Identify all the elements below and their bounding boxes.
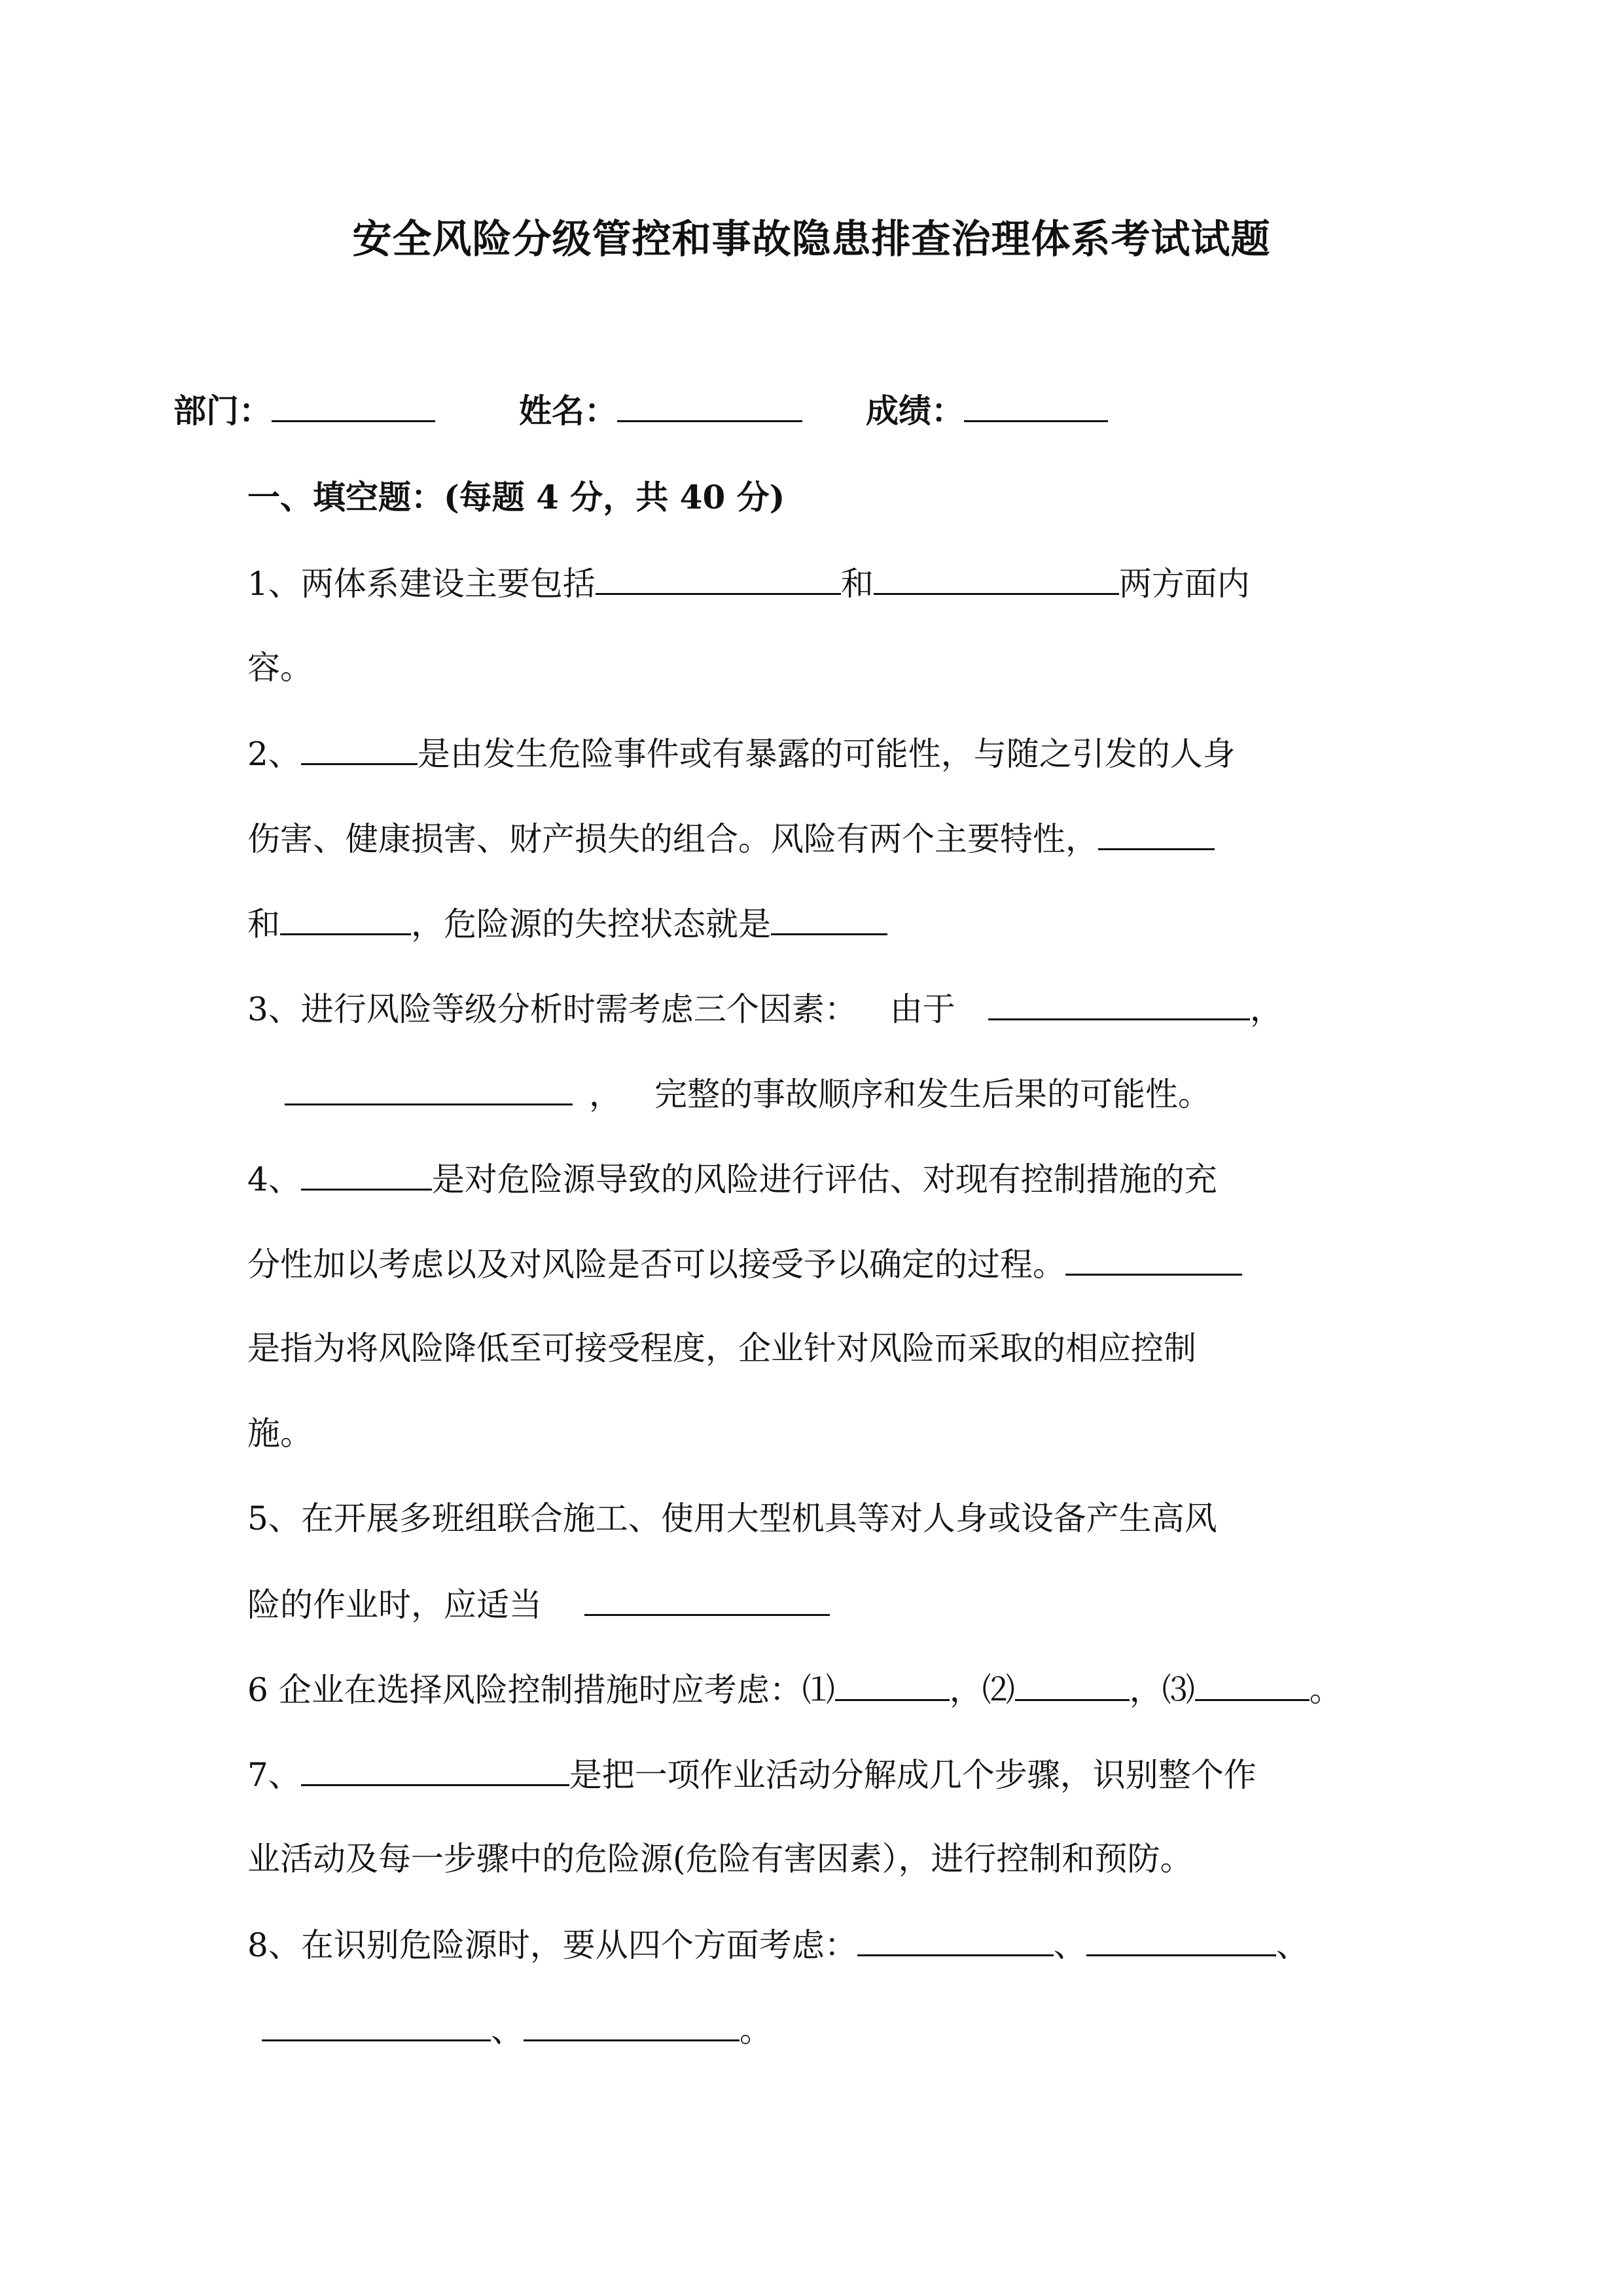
q5-blank-1[interactable] xyxy=(584,1579,830,1616)
q6-text-a: 6 企业在选择风险控制措施时应考虑： xyxy=(247,1671,802,1709)
q8-text-a: 8、在识别危险源时，要从四个方面考虑： xyxy=(247,1926,857,1964)
score-label: 成绩： xyxy=(866,391,964,430)
q8-blank-1[interactable] xyxy=(857,1919,1054,1956)
name-label: 姓名： xyxy=(519,391,617,430)
question-5-line-1 xyxy=(247,1494,1217,1543)
score-blank[interactable] xyxy=(964,385,1108,422)
q7-text-a: 7、 xyxy=(247,1756,301,1794)
question-3-line-2 xyxy=(285,1068,1211,1119)
q3-text-c: ， xyxy=(1249,990,1283,1028)
section-heading: 一、填空题：(每题 4 分，共 40 分) xyxy=(247,478,785,516)
q8-blank-3[interactable] xyxy=(262,2004,491,2041)
score-field xyxy=(866,385,1108,436)
q2-blank-3[interactable] xyxy=(280,898,411,935)
exam-title: 安全风险分级管控和事故隐患排查治理体系考试试题 xyxy=(352,217,1271,262)
q1-text-d: 容。 xyxy=(247,649,313,687)
q6-item-2: ⑵ xyxy=(982,1671,1015,1709)
q8-sep-3: 、 xyxy=(491,2011,524,2049)
q4-text-e: 施。 xyxy=(247,1414,313,1452)
question-1-line-1 xyxy=(247,558,1250,609)
q3-text-d: ， xyxy=(589,1075,622,1113)
q3-text-b: 由于 xyxy=(889,990,955,1028)
q1-text-b: 和 xyxy=(840,565,874,603)
question-8-line-2 xyxy=(262,2004,772,2055)
question-3-line-1 xyxy=(247,983,1283,1034)
q2-blank-1[interactable] xyxy=(301,728,418,765)
q7-text-b: 是把一项作业活动分解成几个步骤，识别整个作 xyxy=(569,1756,1257,1794)
question-7-line-1 xyxy=(247,1749,1257,1800)
q4-text-b: 是对危险源导致的风险进行评估、对现有控制措施的充 xyxy=(431,1160,1217,1198)
q6-item-3: ⑶ xyxy=(1162,1671,1195,1709)
q6-blank-2[interactable] xyxy=(1015,1664,1130,1701)
q4-blank-1[interactable] xyxy=(301,1153,432,1191)
q6-sep-1: ， xyxy=(949,1671,982,1709)
question-2-line-3 xyxy=(247,898,887,949)
q1-blank-1[interactable] xyxy=(596,558,841,595)
q7-blank-1[interactable] xyxy=(301,1749,569,1786)
question-1-line-2 xyxy=(247,643,313,692)
q6-blank-1[interactable] xyxy=(835,1664,950,1701)
q3-text-e: 完整的事故顺序和发生后果的可能性。 xyxy=(654,1075,1211,1113)
q8-sep-1: 、 xyxy=(1053,1926,1086,1964)
q2-text-d: 和 xyxy=(247,905,280,943)
q1-blank-2[interactable] xyxy=(874,558,1119,595)
q3-blank-2[interactable] xyxy=(285,1068,573,1105)
q4-text-d: 是指为将风险降低至可接受程度，企业针对风险而采取的相应控制 xyxy=(247,1329,1196,1367)
q5-text-b: 险的作业时，应适当 xyxy=(247,1586,542,1624)
q2-blank-2[interactable] xyxy=(1098,813,1215,850)
q2-text-e: ，危险源的失控状态就是 xyxy=(411,905,771,943)
q7-text-c: 业活动及每一步骤中的危险源(危险有害因素），进行控制和预防。 xyxy=(247,1840,1193,1878)
q6-end: 。 xyxy=(1309,1671,1342,1709)
q4-text-c: 分性加以考虑以及对风险是否可以接受予以确定的过程。 xyxy=(247,1246,1065,1283)
department-label: 部门： xyxy=(173,391,272,430)
q8-sep-2: 、 xyxy=(1275,1926,1309,1964)
q8-blank-4[interactable] xyxy=(524,2004,740,2041)
question-5-line-2 xyxy=(247,1579,830,1630)
question-4-line-2 xyxy=(247,1238,1242,1289)
q2-blank-4[interactable] xyxy=(771,898,887,935)
q5-text-a: 5、在开展多班组联合施工、使用大型机具等对人身或设备产生高风 xyxy=(247,1499,1217,1537)
question-2-line-1 xyxy=(247,728,1236,779)
q1-text-a: 1、两体系建设主要包括 xyxy=(247,565,596,603)
q4-text-a: 4、 xyxy=(247,1160,301,1198)
q6-item-1: ⑴ xyxy=(802,1671,835,1709)
question-4-line-3 xyxy=(247,1323,1196,1373)
q4-blank-2[interactable] xyxy=(1065,1238,1242,1276)
q2-text-b: 是由发生危险事件或有暴露的可能性，与随之引发的人身 xyxy=(417,735,1236,773)
q2-text-c: 伤害、健康损害、财产损失的组合。风险有两个主要特性， xyxy=(247,820,1098,858)
q8-end: 。 xyxy=(740,2011,772,2049)
question-2-line-2 xyxy=(247,813,1215,864)
question-7-line-2 xyxy=(247,1834,1193,1884)
q2-text-a: 2、 xyxy=(247,735,301,773)
q3-text-a: 3、进行风险等级分析时需考虑三个因素： xyxy=(247,990,857,1028)
q6-blank-3[interactable] xyxy=(1195,1664,1310,1701)
department-blank[interactable] xyxy=(272,385,435,422)
question-4-line-1 xyxy=(247,1153,1217,1204)
question-6-line-1 xyxy=(247,1664,1342,1715)
q1-text-c: 两方面内 xyxy=(1118,565,1250,603)
name-field xyxy=(519,385,802,436)
question-4-line-4 xyxy=(247,1408,313,1458)
department-field xyxy=(173,385,435,436)
name-blank[interactable] xyxy=(617,385,802,422)
q6-sep-2: ， xyxy=(1129,1671,1162,1709)
q8-blank-2[interactable] xyxy=(1086,1919,1276,1956)
question-8-line-1 xyxy=(247,1919,1309,1970)
q3-blank-1[interactable] xyxy=(988,983,1250,1020)
